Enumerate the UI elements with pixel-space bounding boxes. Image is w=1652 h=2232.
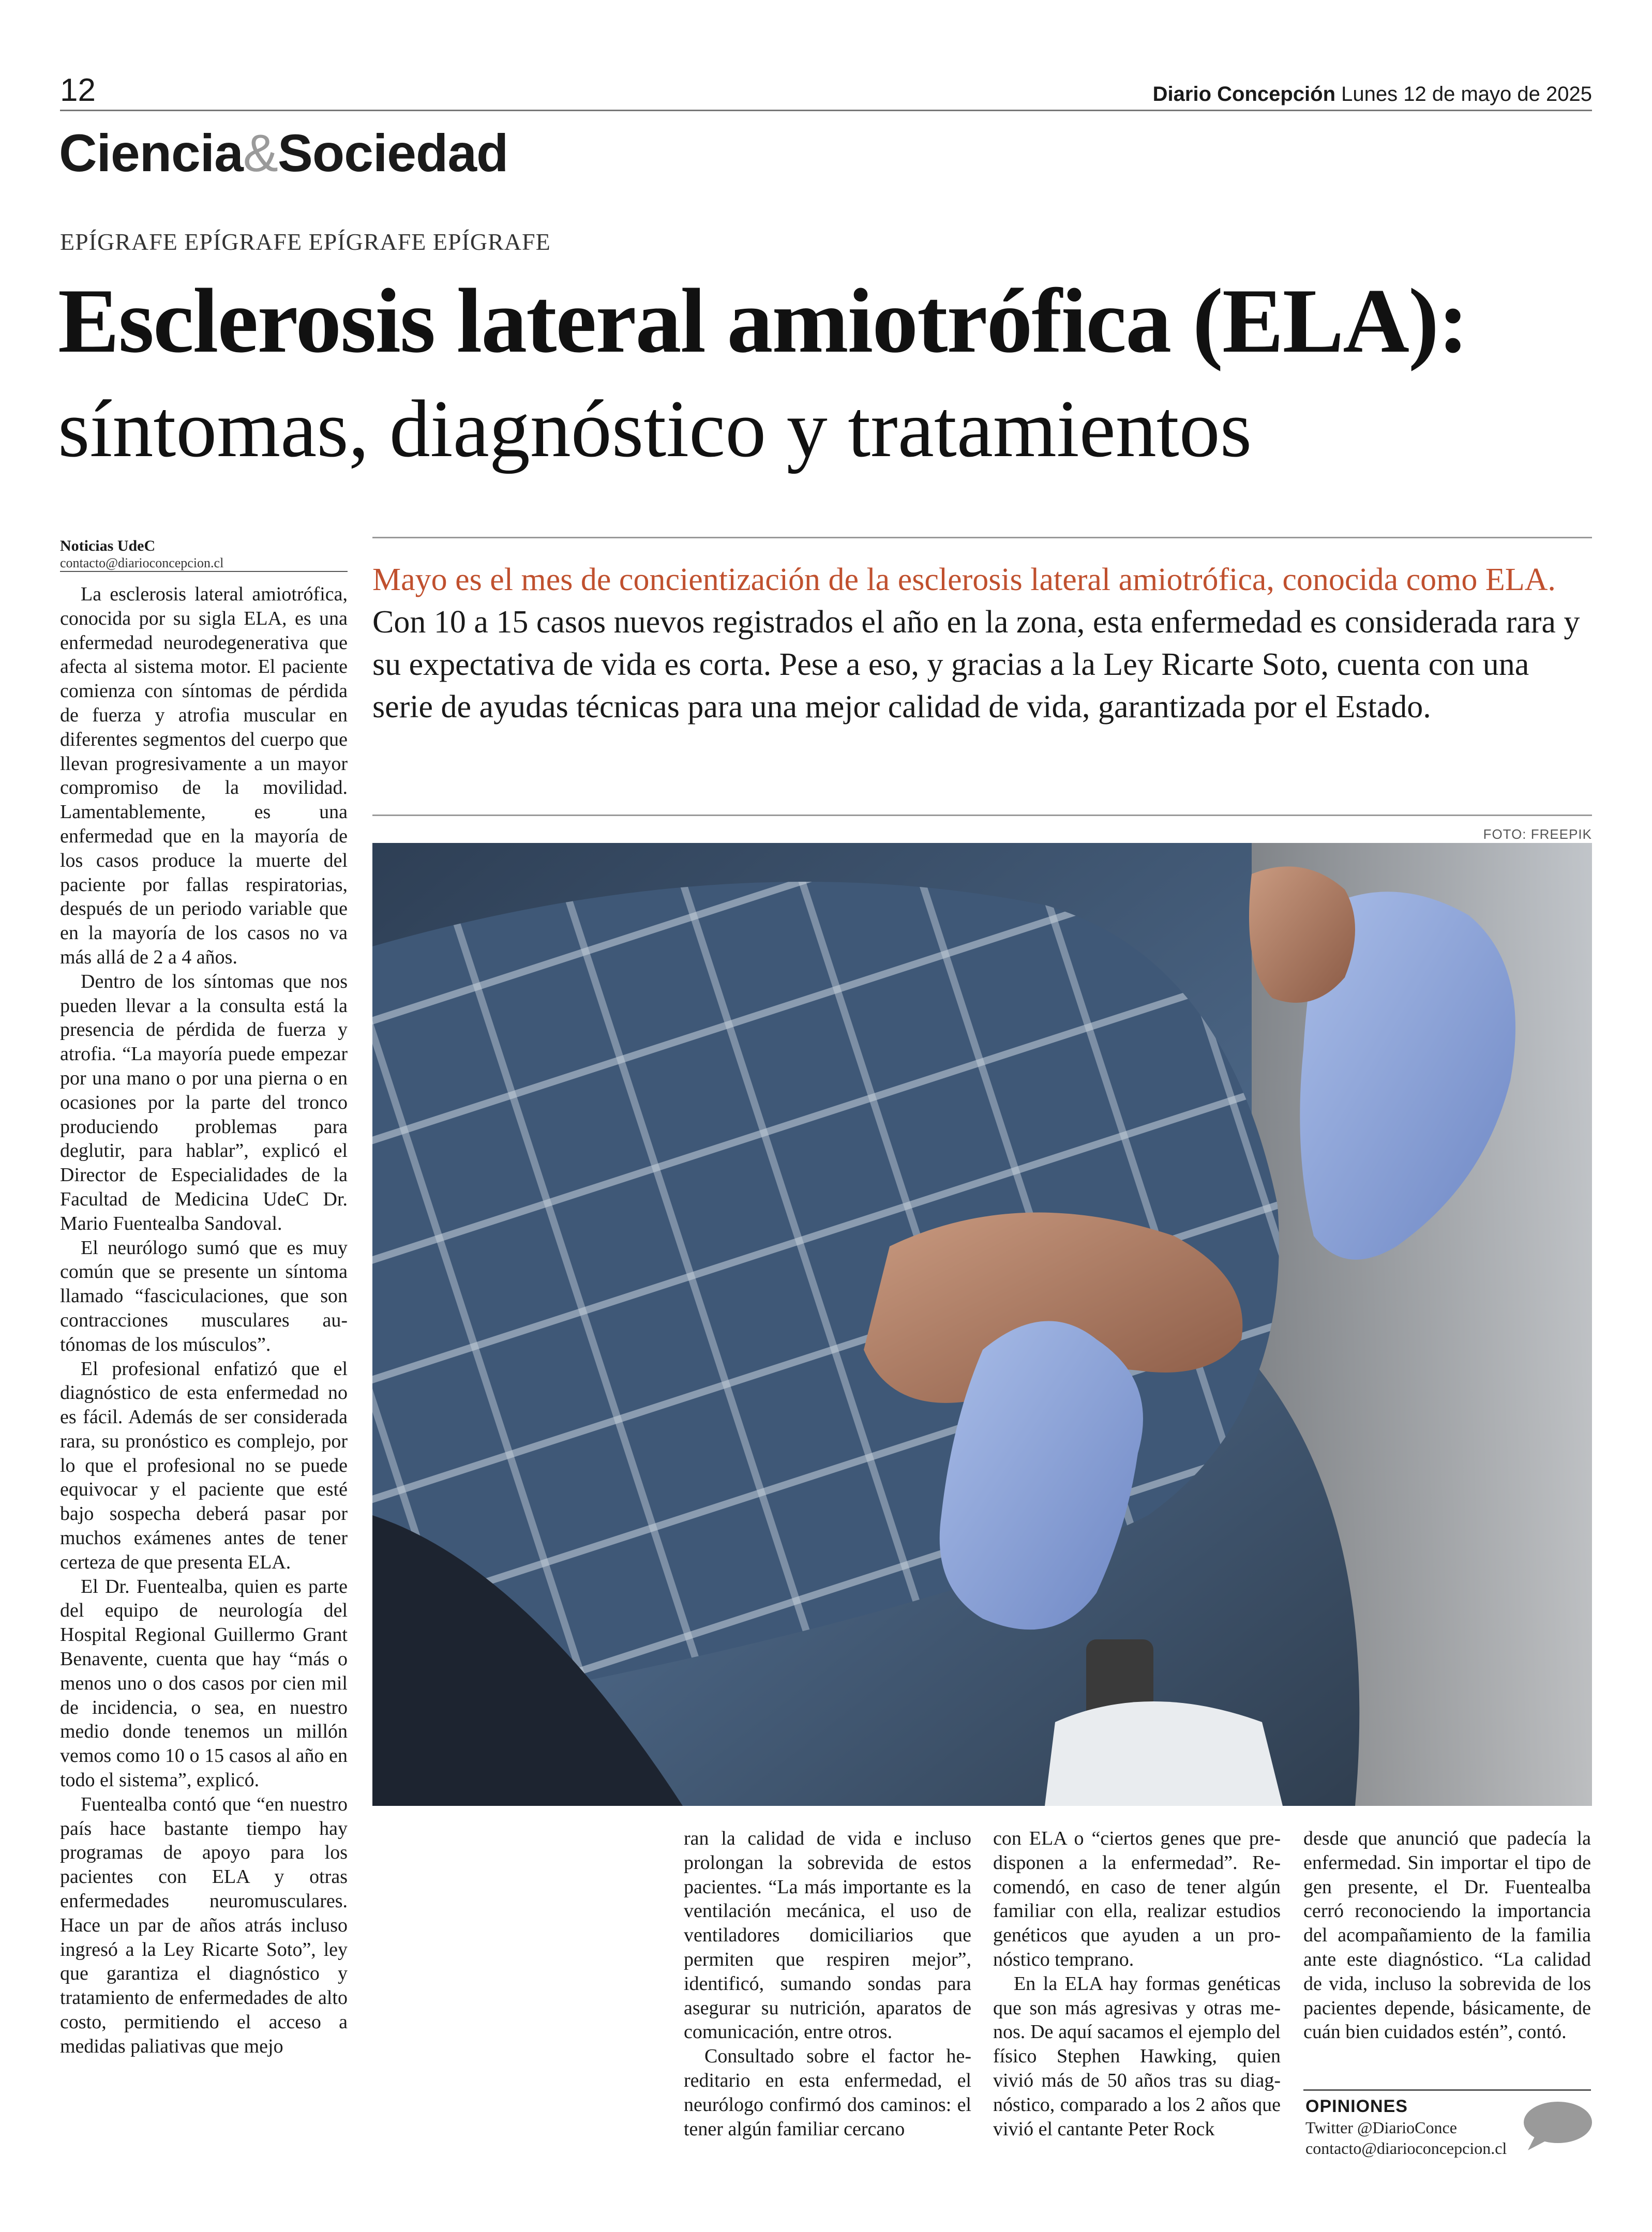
article-column-2 — [684, 1827, 971, 2141]
paragraph: La esclerosis lateral amiotrófica, conocida por su sigla ELA, es una enfermedad neurodegenerativa que afecta al sistema motor. El paciente comienza con síntomas de pérdida de fuerza y atrofia muscular en diferentes segmentos del cuerpo que llevan progresivamente a un mayor compromiso de la movilidad. Lamentablemente, es una enfermedad que en la mayoría de los casos produce la muerte del paciente por fallas respiratorias, después de un periodo variable que en la mayoría de los casos no va más allá de 2 a 4 años. — [60, 583, 348, 968]
lead-rule-top — [372, 537, 1592, 538]
lead-paragraph — [372, 559, 1592, 728]
paragraph: con ELA o “ciertos genes que predisponen a la enfermedad”. Recomendó, en caso de tener algún familiar con ella, realizar estudios genéticos que ayuden a un pronóstico temprano. — [993, 1828, 1281, 1970]
byline-email: contacto@diarioconcepcion.cl — [60, 555, 224, 570]
opinions-title: OPINIONES — [1305, 2097, 1408, 2116]
photo-hands-holding-illustration — [372, 843, 1592, 1806]
article-photo — [372, 843, 1592, 1806]
issue-date: Lunes 12 de mayo de 2025 — [1341, 83, 1592, 105]
photo-credit: FOTO: FREEPIK — [1483, 826, 1592, 842]
section-title-part2: Sociedad — [277, 124, 508, 183]
opinions-twitter[interactable]: Twitter @DiarioConce — [1305, 2118, 1457, 2137]
headline-line-2: síntomas, diagnóstico y tratamientos — [58, 384, 1252, 474]
article-column-3 — [993, 1827, 1281, 2141]
opinions-box — [1305, 2095, 1523, 2159]
paragraph: Consultado sobre el factor hereditario en esta enfermedad, el neurólogo confirmó dos caminos: el tener algún familiar cercano — [684, 2045, 971, 2140]
headline-line-1: Esclerosis lateral amiotrófica (ELA): — [58, 269, 1468, 372]
byline — [60, 537, 348, 571]
lead-rest: Con 10 a 15 casos nuevos registrados el año en la zona, esta enfermedad es considerada rara y su expectativa de vida es corta. Pese a eso, y gracias a la Ley Ricarte Soto, cuenta con una serie de ayudas técnicas para una mejor calidad de vida, garantizada por el Estado. — [372, 605, 1580, 725]
opinions-email[interactable]: contacto@diarioconcepcion.cl — [1305, 2139, 1507, 2158]
page-number: 12 — [60, 72, 96, 108]
paragraph: Dentro de los síntomas que nos pueden llevar a la consulta está la presencia de pérdida de fuerza y atrofia. “La mayoría puede empezar por una mano o por una pierna o en ocasiones por la parte del tronco produciendo problemas para deglutir, para hablar”, explicó el Director de Especialidades de la Facultad de Medicina UdeC Dr. Mario Fuentealba Sandoval. — [60, 970, 348, 1234]
opinions-rule — [1303, 2089, 1591, 2091]
byline-author: Noticias UdeC — [60, 537, 156, 554]
section-title — [59, 122, 508, 184]
lead-rule-bottom — [372, 815, 1592, 816]
lead-accent: Mayo es el mes de concientización de la esclerosis lateral amiotrófica, conocida como ELA. — [372, 562, 1556, 597]
header-rule — [60, 110, 1592, 111]
section-title-part1: Ciencia — [59, 124, 243, 183]
header-publication-date — [1153, 82, 1592, 107]
paragraph: ran la calidad de vida e incluso prolongan la sobrevida de estos pacientes. “La más importante es la ventilación mecánica, el uso de ventiladores domiciliarios que permiten que respiren mejor”, identificó, sumando sondas para asegurar su nutrición, aparatos de comunicación, entre otros. — [684, 1828, 971, 2043]
speech-bubble-icon — [1521, 2100, 1593, 2151]
kicker: EPÍGRAFE EPÍGRAFE EPÍGRAFE EPÍGRAFE — [60, 229, 551, 255]
publication-name: Diario Concepción — [1152, 83, 1336, 105]
paragraph: El neurólogo sumó que es muy común que se presente un síntoma llamado “fasciculaciones, que son contracciones musculares autónomas de los músculos”. — [60, 1236, 348, 1355]
article-column-1 — [60, 582, 348, 2059]
paragraph: El profesional enfatizó que el diagnóstico de esta enfermedad no es fácil. Además de ser considerada rara, su pronóstico es complejo, por lo que el profesional no se puede equivocar y el paciente que esté bajo sospecha deberá pasar por muchos exámenes antes de tener certeza de que presenta ELA. — [60, 1358, 348, 1573]
paragraph: Fuentealba contó que “en nuestro país hace bastante tiempo hay programas de apoyo para los pacientes con ELA y otras enfermedades neuromusculares. Hace un par de años atrás incluso ingresó a la Ley Ricarte Soto”, ley que garantiza el diagnóstico y tratamiento de enfermedades de alto costo, permitiendo el acceso a medidas paliativas que mejo — [60, 1793, 348, 2057]
article-column-4 — [1303, 1827, 1591, 2044]
byline-rule — [60, 571, 348, 572]
paragraph: desde que anunció que padecía la enfermedad. Sin importar el tipo de gen presente, el Dr. Fuentealba cerró reconociendo la importancia del acompañamiento de la familia ante este diagnóstico. “La calidad de vida, incluso la sobrevida de los pacientes depende, básicamente, de cuán bien cuidados estén”, contó. — [1303, 1828, 1591, 2043]
section-title-ampersand: & — [243, 124, 278, 183]
paragraph: El Dr. Fuentealba, quien es parte del equipo de neurología del Hospital Regional Guillermo Grant Benavente, cuenta que hay “más o menos uno o dos casos por cien mil de incidencia, o sea, en nuestro medio donde tenemos un millón vemos como 10 o 15 casos al año en todo el sistema”, explicó. — [60, 1575, 348, 1791]
paragraph: En la ELA hay formas genéticas que son más agresivas y otras menos. De aquí sacamos el ejemplo del físico Stephen Hawking, quien vivió más de 50 años tras su diagnóstico, comparado a los 2 años que vivió el cantante Peter Rock — [993, 1972, 1281, 2140]
